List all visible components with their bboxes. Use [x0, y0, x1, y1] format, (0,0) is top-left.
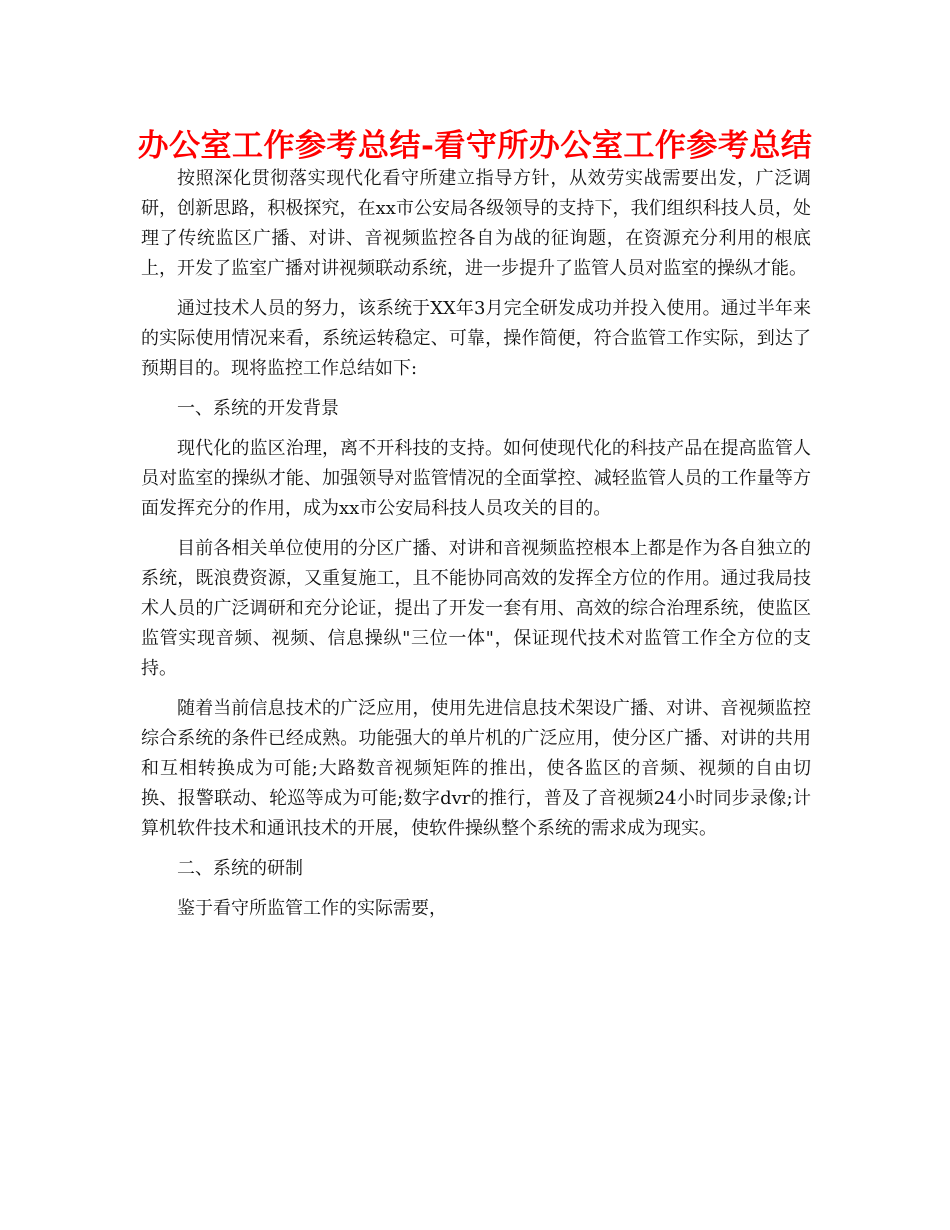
- paragraph-background-3: 随着当前信息技术的广泛应用，使用先进信息技术架设广播、对讲、音视频监控综合系统的条件已经成熟。功能强大的单片机的广泛应用，使分区广播、对讲的共用和互相转换成为可能;大路数音视频矩阵的推出，使各监区的音频、视频的自由切换、报警联动、轮巡等成为可能;数字dvr的推行，普及了音视频24小时同步录像;计算机软件技术和通讯技术的开展，使软件操纵整个系统的需求成为现实。: [141, 698, 811, 839]
- paragraph-background-2: 目前各相关单位使用的分区广播、对讲和音视频监控根本上都是作为各自独立的系统，既浪费资源，又重复施工，且不能协同高效的发挥全方位的作用。通过我局技术人员的广泛调研和充分论证，提出了开发一套有用、高效的综合治理系统，使监区监管实现音频、视频、信息操纵"三位一体"，保证现代技术对监管工作全方位的支持。: [141, 538, 811, 679]
- document-title: 办公室工作参考总结-看守所办公室工作参考总结: [137, 128, 813, 164]
- paragraph-intro: 按照深化贯彻落实现代化看守所建立指导方针，从效劳实战需要出发，广泛调研，创新思路，积极探究，在xx市公安局各级领导的支持下，我们组织科技人员，处理了传统监区广播、对讲、音视频监控各自为战的征询题，在资源充分利用的根底上，开发了监室广播对讲视频联动系统，进一步提升了监管人员对监室的操纵才能。: [141, 168, 811, 279]
- document-body: [141, 164, 811, 934]
- section-heading-background: 一、系统的开发背景: [177, 398, 339, 419]
- paragraph-background-1: 现代化的监区治理，离不开科技的支持。如何使现代化的科技产品在提高监管人员对监室的操纵才能、加强领导对监管情况的全面掌控、减轻监管人员的工作量等方面发挥充分的作用，成为xx市公安局科技人员攻关的目的。: [141, 438, 811, 519]
- section-heading-development: 二、系统的研制: [177, 858, 303, 879]
- paragraph-development-1: 鉴于看守所监管工作的实际需要，: [177, 898, 447, 919]
- paragraph-results: 通过技术人员的努力，该系统于XX年3月完全研发成功并投入使用。通过半年来的实际使用情况来看，系统运转稳定、可靠，操作简便，符合监管工作实际，到达了预期目的。现将监控工作总结如下:: [141, 298, 811, 379]
